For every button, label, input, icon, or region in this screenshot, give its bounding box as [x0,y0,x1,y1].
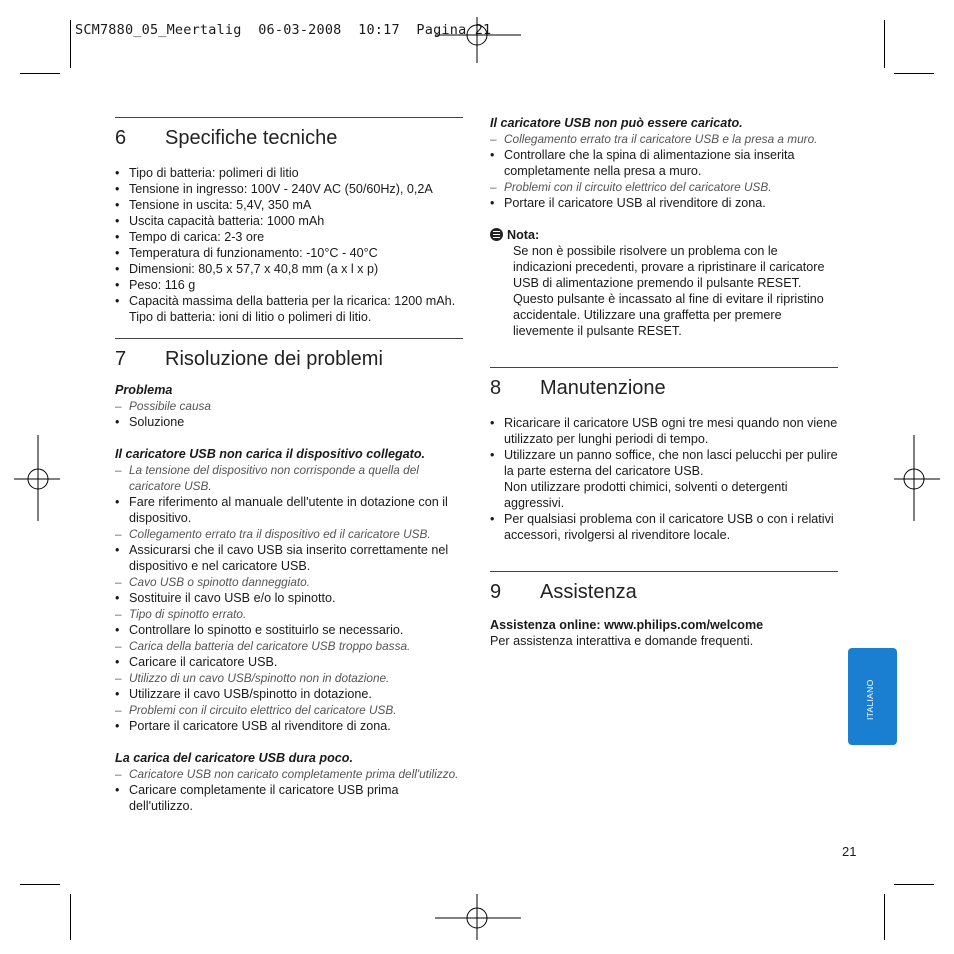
solution: • Assicurarsi che il cavo USB sia inserito correttamente nel dispositivo e nel caricatore USB. [115,542,463,574]
registration-mark-top [435,17,521,63]
crop-mark [894,73,934,74]
list-item: • Ricaricare il caricatore USB ogni tre mesi quando non viene utilizzato per lunghi periodi di tempo. [490,415,838,447]
list-item: • Tensione in uscita: 5,4V, 350 mA [115,197,463,213]
section-title: Manutenzione [540,377,666,399]
problem-block-3 [490,115,838,211]
solution: • Sostituire il cavo USB e/o lo spinotto. [115,590,463,606]
section-number: 7 [115,348,127,370]
problem-title: Il caricatore USB non può essere caricato. [490,116,743,130]
crop-mark [70,894,71,940]
solution: • Fare riferimento al manuale dell'utente in dotazione con il dispositivo. [115,494,463,526]
legend-cause: – Possibile causa [115,398,463,414]
cause: – Carica della batteria del caricatore USB troppo bassa. [115,638,463,654]
solution: • Caricare il caricatore USB. [115,654,463,670]
cause: – Tipo di spinotto errato. [115,606,463,622]
note-block [490,227,838,339]
crop-mark [894,884,934,885]
legend-problem: Problema [115,383,173,397]
problem-block-2 [115,750,463,814]
section-title: Specifiche tecniche [165,127,338,149]
section-rule [490,367,838,368]
solution: • Portare il caricatore USB al rivenditore di zona. [490,195,838,211]
language-tab [848,648,897,745]
list-item: • Tempo di carica: 2-3 ore [115,229,463,245]
language-tab-label: ITALIANO [865,679,875,720]
cause: – Problemi con il circuito elettrico del caricatore USB. [115,702,463,718]
cause: – Utilizzo di un cavo USB/spinotto non in dotazione. [115,670,463,686]
note-text: Se non è possibile risolvere un problema con le indicazioni precedenti, provare a ripristinare il caricatore USB di alimentazione premendo il pulsante RESET. Questo pulsante è incassato al fine di evitare il ripristino accidentale. Utilizzare una graffetta per premere lievemente il pulsante RESET. [513,244,825,338]
list-item [490,447,838,511]
list-item: • Temperatura di funzionamento: -10°C - 40°C [115,245,463,261]
list-item-text: Non utilizzare prodotti chimici, solventi o detergenti aggressivi. [504,480,788,510]
page-number: 21 [842,844,857,859]
list-item: • Peso: 116 g [115,277,463,293]
list-item: • Tipo di batteria: polimeri di litio [115,165,463,181]
cause: – Problemi con il circuito elettrico del caricatore USB. [490,179,838,195]
cause: – Collegamento errato tra il dispositivo ed il caricatore USB. [115,526,463,542]
note-label: Nota: [507,228,540,242]
section-6-heading [115,125,463,151]
section-7-heading [115,346,463,372]
section-rule [115,338,463,339]
list-item: • Dimensioni: 80,5 x 57,7 x 40,8 mm (a x l x p) [115,261,463,277]
list-item-text: Utilizzare un panno soffice, che non lasci pelucchi per pulire la parte esterna del caricatore USB. [504,448,838,478]
problem-block-1 [115,446,463,734]
section-rule [490,571,838,572]
problem-title: Il caricatore USB non carica il dispositivo collegato. [115,447,426,461]
cause: – Collegamento errato tra il caricatore USB e la presa a muro. [490,131,838,147]
solution: • Portare il caricatore USB al rivenditore di zona. [115,718,463,734]
registration-mark-bottom [435,894,521,940]
section-8-heading [490,375,838,401]
registration-mark-right [894,435,940,521]
list-item: • Uscita capacità batteria: 1000 mAh [115,213,463,229]
legend-solution: • Soluzione [115,414,463,430]
support-text: Per assistenza interattiva e domande frequenti. [490,634,754,648]
note-heading [490,227,838,243]
section-title: Risoluzione dei problemi [165,348,383,370]
online-support: Assistenza online: www.philips.com/welcome [490,618,764,632]
solution: • Utilizzare il cavo USB/spinotto in dotazione. [115,686,463,702]
section-number: 8 [490,377,502,399]
cause: – La tensione del dispositivo non corrisponde a quella del caricatore USB. [115,462,463,494]
section-number: 6 [115,127,127,149]
section-rule [115,117,463,118]
cause: – Caricatore USB non caricato completamente prima dell'utilizzo. [115,766,463,782]
left-column [115,117,463,814]
slug-header: SCM7880_05_Meertalig 06-03-2008 10:17 Pagina 21 [75,22,492,38]
crop-mark [884,894,885,940]
legend [115,382,463,430]
solution: • Caricare completamente il caricatore USB prima dell'utilizzo. [115,782,463,814]
problem-title: La carica del caricatore USB dura poco. [115,751,353,765]
section-number: 9 [490,581,502,603]
crop-mark [20,73,60,74]
solution: • Controllare lo spinotto e sostituirlo se necessario. [115,622,463,638]
list-item: • Per qualsiasi problema con il caricatore USB o con i relativi accessori, rivolgersi al rivenditore locale. [490,511,838,543]
list-item: • Capacità massima della batteria per la ricarica: 1200 mAh. Tipo di batteria: ioni di litio o polimeri di litio. [115,293,463,325]
note-icon [490,228,503,241]
section-title: Assistenza [540,581,637,603]
cause: – Cavo USB o spinotto danneggiato. [115,574,463,590]
right-column [490,115,838,649]
solution: • Controllare che la spina di alimentazione sia inserita completamente nella presa a muro. [490,147,838,179]
list-item: • Tensione in ingresso: 100V - 240V AC (50/60Hz), 0,2A [115,181,463,197]
maintenance-list [490,415,838,543]
crop-mark [70,20,71,68]
spec-list [115,165,463,325]
registration-mark-left [14,435,60,521]
crop-mark [884,20,885,68]
crop-mark [20,884,60,885]
section-9-heading [490,579,838,605]
